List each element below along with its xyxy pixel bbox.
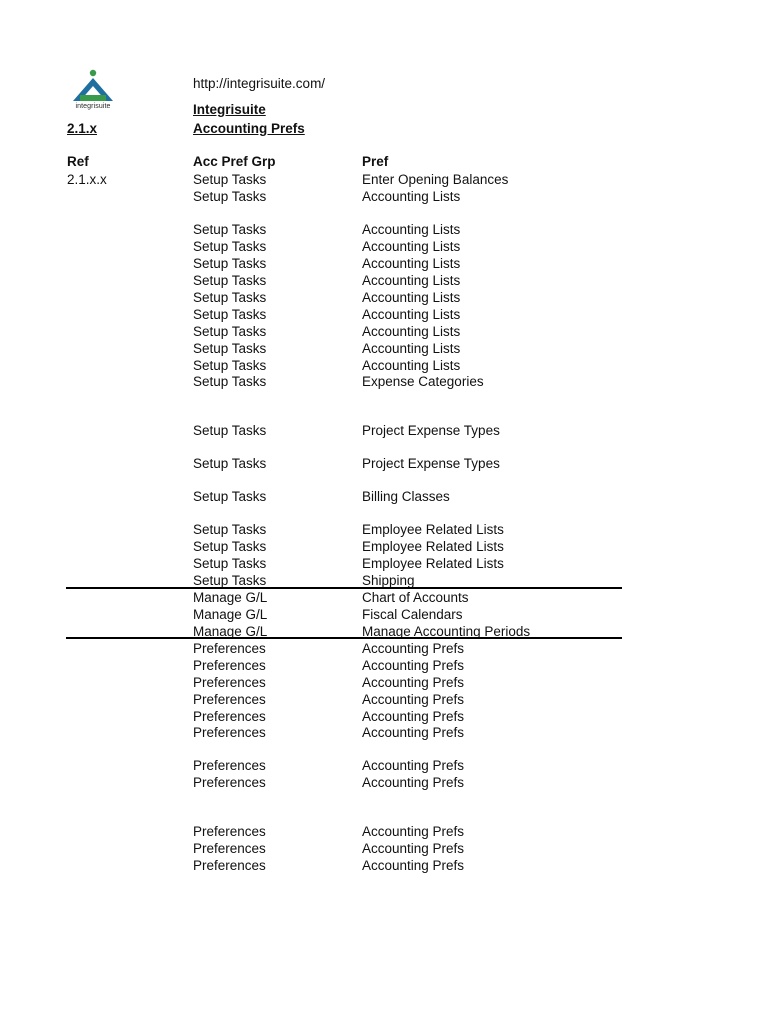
- row-group: Setup Tasks: [193, 324, 267, 339]
- row-pref: Expense Categories: [362, 374, 484, 389]
- table-row: [0, 774, 770, 791]
- row-group: Setup Tasks: [193, 374, 267, 389]
- row-group: Preferences: [193, 675, 266, 690]
- table-row: [0, 221, 770, 238]
- row-pref: Employee Related Lists: [362, 539, 504, 554]
- table-row: [0, 255, 770, 272]
- row-pref: Accounting Prefs: [362, 775, 465, 790]
- row-group: Manage G/L: [193, 590, 268, 605]
- row-pref: Shipping: [362, 573, 415, 588]
- section-title: Accounting Prefs: [193, 121, 305, 136]
- row-pref: Accounting Lists: [362, 358, 461, 373]
- table-row: [0, 640, 770, 657]
- row-pref: Accounting Lists: [362, 273, 461, 288]
- row-pref: Accounting Prefs: [362, 824, 465, 839]
- row-group: Setup Tasks: [193, 341, 267, 356]
- table-row: [0, 589, 770, 606]
- row-group: Setup Tasks: [193, 456, 267, 471]
- section-number: 2.1.x: [67, 121, 98, 136]
- row-group: Setup Tasks: [193, 358, 267, 373]
- table-row: [0, 357, 770, 374]
- row-group: Setup Tasks: [193, 239, 267, 254]
- row-pref: Accounting Prefs: [362, 675, 465, 690]
- row-pref: Accounting Prefs: [362, 758, 465, 773]
- row-pref: Accounting Prefs: [362, 709, 465, 724]
- table-row: [0, 306, 770, 323]
- column-header-group: Acc Pref Grp: [193, 154, 276, 169]
- row-pref: Employee Related Lists: [362, 556, 504, 571]
- row-pref: Billing Classes: [362, 489, 450, 504]
- column-header-ref: Ref: [67, 154, 89, 169]
- row-group: Manage G/L: [193, 624, 268, 639]
- row-pref: Accounting Lists: [362, 341, 461, 356]
- row-pref: Accounting Prefs: [362, 841, 465, 856]
- row-pref: Accounting Lists: [362, 256, 461, 271]
- row-group: Setup Tasks: [193, 307, 267, 322]
- table-row: [0, 840, 770, 857]
- table-row: [0, 757, 770, 774]
- row-group: Setup Tasks: [193, 189, 267, 204]
- row-group: Preferences: [193, 858, 266, 873]
- table-row: [0, 171, 770, 188]
- table-row: [0, 272, 770, 289]
- table-row: [0, 323, 770, 340]
- row-pref: Accounting Prefs: [362, 641, 465, 656]
- row-pref: Manage Accounting Periods: [362, 624, 531, 639]
- row-pref: Accounting Prefs: [362, 858, 465, 873]
- column-header-pref: Pref: [362, 154, 389, 169]
- table-row: [0, 606, 770, 623]
- row-pref: Accounting Lists: [362, 307, 461, 322]
- table-row: [0, 674, 770, 691]
- row-pref: Accounting Prefs: [362, 725, 465, 740]
- row-group: Preferences: [193, 658, 266, 673]
- row-pref: Fiscal Calendars: [362, 607, 463, 622]
- row-pref: Accounting Lists: [362, 239, 461, 254]
- table-row: [0, 340, 770, 357]
- table-row: [0, 657, 770, 674]
- row-group: Setup Tasks: [193, 290, 267, 305]
- table-row: [0, 373, 770, 390]
- row-group: Setup Tasks: [193, 423, 267, 438]
- row-group: Preferences: [193, 758, 266, 773]
- site-url[interactable]: http://integrisuite.com/: [193, 76, 326, 91]
- row-ref: 2.1.x.x: [67, 172, 107, 187]
- row-group: Setup Tasks: [193, 556, 267, 571]
- row-pref: Accounting Prefs: [362, 658, 465, 673]
- table-row: [0, 857, 770, 874]
- company-name: Integrisuite: [193, 102, 266, 117]
- table-row: [0, 238, 770, 255]
- table-row: [0, 488, 770, 505]
- row-group: Setup Tasks: [193, 256, 267, 271]
- table-row: [0, 708, 770, 725]
- row-group: Setup Tasks: [193, 172, 267, 187]
- row-group: Preferences: [193, 775, 266, 790]
- table-row: [0, 188, 770, 205]
- row-pref: Accounting Lists: [362, 189, 461, 204]
- row-pref: Accounting Lists: [362, 290, 461, 305]
- table-row: [0, 724, 770, 741]
- row-pref: Chart of Accounts: [362, 590, 469, 605]
- row-pref: Accounting Lists: [362, 324, 461, 339]
- table-row: [0, 823, 770, 840]
- row-group: Setup Tasks: [193, 573, 267, 588]
- row-group: Manage G/L: [193, 607, 268, 622]
- logo-wordmark: integrisuite: [75, 103, 111, 110]
- row-group: Setup Tasks: [193, 273, 267, 288]
- row-pref: Enter Opening Balances: [362, 172, 509, 187]
- row-pref: Project Expense Types: [362, 423, 500, 438]
- table-row: [0, 538, 770, 555]
- table-row: [0, 455, 770, 472]
- row-pref: Employee Related Lists: [362, 522, 504, 537]
- table-row: [0, 691, 770, 708]
- row-group: Preferences: [193, 692, 266, 707]
- row-group: Preferences: [193, 641, 266, 656]
- section-divider-bottom: [66, 637, 622, 639]
- row-group: Preferences: [193, 725, 266, 740]
- table-row: [0, 555, 770, 572]
- table-row: [0, 521, 770, 538]
- row-pref: Project Expense Types: [362, 456, 500, 471]
- table-row: [0, 289, 770, 306]
- row-group: Preferences: [193, 709, 266, 724]
- section-divider-top: [66, 587, 622, 589]
- row-group: Setup Tasks: [193, 522, 267, 537]
- row-pref: Accounting Prefs: [362, 692, 465, 707]
- row-group: Setup Tasks: [193, 539, 267, 554]
- row-group: Preferences: [193, 824, 266, 839]
- table-row: [0, 422, 770, 439]
- row-group: Preferences: [193, 841, 266, 856]
- row-group: Setup Tasks: [193, 222, 267, 237]
- row-group: Setup Tasks: [193, 489, 267, 504]
- row-pref: Accounting Lists: [362, 222, 461, 237]
